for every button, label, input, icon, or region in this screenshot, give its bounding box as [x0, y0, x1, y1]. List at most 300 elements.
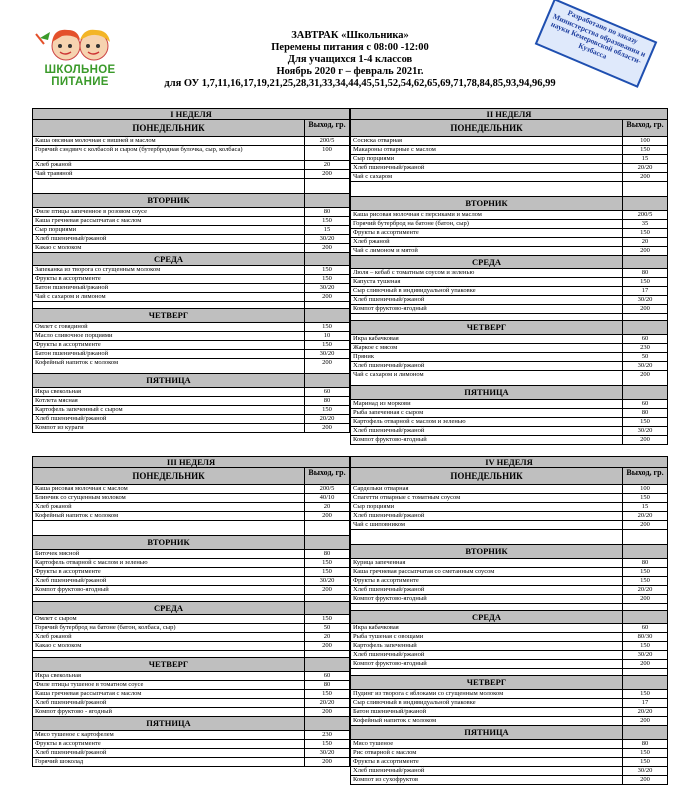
menu-row — [350, 436, 668, 445]
dish-name: Сосиска отварная — [351, 137, 623, 145]
menu-row — [350, 740, 668, 749]
dish-weight: 150 — [640, 494, 650, 501]
menu-row — [32, 323, 350, 332]
dish-name: Кофейный напиток с молоком — [33, 359, 305, 373]
spacer-row — [350, 530, 668, 545]
dish-weight: 150 — [322, 559, 332, 566]
spacer-row — [32, 521, 350, 536]
day-name: ПОНЕДЕЛЬНИК — [351, 120, 623, 136]
dish-weight: 80 — [323, 681, 331, 688]
menu-row — [32, 550, 350, 559]
menu-row — [350, 305, 668, 314]
menu-row — [32, 615, 350, 624]
day-header-qty-cell — [305, 374, 349, 387]
menu-row — [32, 146, 350, 161]
spacer-cell — [33, 651, 305, 657]
day-header-4 — [32, 309, 350, 323]
dish-weight: 150 — [640, 690, 650, 697]
dish-name: Картофель запеченный — [351, 642, 623, 650]
spacer-cell — [305, 651, 349, 657]
dish-weight: 30/20 — [637, 362, 653, 369]
spacer-row — [350, 314, 668, 321]
dish-name: Биточек мясной — [33, 550, 305, 558]
dish-name: Компот фруктово - ягодный — [33, 708, 305, 716]
day-header-qty-cell — [305, 309, 349, 322]
dish-name: Хлеб пшеничный/ржаной — [33, 415, 305, 423]
day-header-1 — [32, 119, 350, 137]
dish-name: Маринад из моркови — [351, 400, 623, 408]
dish-weight: 200 — [322, 424, 332, 431]
day-name: ПЯТНИЦА — [33, 374, 305, 387]
dish-name: Какао с молоком — [33, 244, 305, 252]
menu-row — [350, 287, 668, 296]
menu-row — [350, 708, 668, 717]
day-header-qty-cell — [305, 536, 349, 549]
dish-weight: 30/20 — [319, 749, 335, 756]
dish-weight: 20 — [323, 161, 331, 168]
dish-name: Каша овсяная молочная с вишней и маслом — [33, 137, 305, 145]
day-header-qty-cell — [305, 717, 349, 730]
menu-row — [32, 512, 350, 521]
dish-weight: 20 — [323, 503, 331, 510]
menu-row — [350, 633, 668, 642]
dish-name: Компот фруктово-ягодный — [351, 660, 623, 668]
menu-row — [350, 427, 668, 436]
day-header-qty-cell — [305, 658, 349, 671]
dish-name: Чай с шиповником — [351, 521, 623, 529]
day-name: ПОНЕДЕЛЬНИК — [33, 120, 305, 136]
dish-weight: 40/10 — [319, 494, 335, 501]
qty-column-header: Выход, гр. — [626, 468, 664, 477]
menu-row — [32, 749, 350, 758]
dish-name: Компот из сухофруктов — [351, 776, 623, 784]
dish-weight: 200/5 — [319, 137, 335, 144]
day-header-qty-cell — [623, 726, 667, 739]
dish-name: Сардельки отварная — [351, 485, 623, 493]
dish-name: Хлеб пшеничный/ржаной — [351, 296, 623, 304]
dish-name: Рыба запеченная с сыром — [351, 409, 623, 417]
menu-row — [350, 220, 668, 229]
dish-weight: 150 — [640, 568, 650, 575]
week-4-column — [350, 456, 668, 785]
dish-weight: 200 — [640, 305, 650, 312]
dish-weight: 17 — [641, 287, 649, 294]
dish-weight: 200 — [322, 359, 332, 366]
page-title: ЗАВТРАК «Школьника» — [291, 30, 409, 41]
menu-row — [350, 335, 668, 344]
menu-row — [350, 749, 668, 758]
dish-weight: 80 — [641, 740, 649, 747]
dish-name: Сыр сливочный в индивидуальной упаковке — [351, 699, 623, 707]
dish-name: Фрукты в ассортименте — [33, 740, 305, 748]
dish-weight: 150 — [322, 615, 332, 622]
dish-name: Каша гречневая рассыпчатая с маслом — [33, 217, 305, 225]
day-name: ПЯТНИЦА — [351, 386, 623, 399]
day-header-qty-cell — [623, 321, 667, 334]
day-header-3 — [32, 602, 350, 615]
dish-weight: 80 — [323, 397, 331, 404]
menu-row — [32, 244, 350, 253]
dish-name: Хлеб пшеничный/ржаной — [351, 427, 623, 435]
dish-weight: 200 — [640, 595, 650, 602]
menu-row — [350, 238, 668, 247]
menu-row — [350, 353, 668, 362]
dish-weight: 30/20 — [637, 427, 653, 434]
qty-column-header: Выход, гр. — [308, 468, 346, 477]
menu-row — [32, 624, 350, 633]
menu-row — [350, 568, 668, 577]
dish-weight: 200 — [640, 436, 650, 443]
menu-row — [32, 672, 350, 681]
menu-row — [32, 699, 350, 708]
period-text: Ноябрь 2020 г – февраль 2021г. — [276, 66, 424, 77]
menu-row — [350, 512, 668, 521]
dish-name: Чай с лимоном и мятой — [351, 247, 623, 255]
spacer-cell — [623, 530, 667, 544]
menu-row — [32, 397, 350, 406]
dish-name: Икра свекольная — [33, 672, 305, 680]
dish-name: Фрукты в ассортименте — [33, 275, 305, 283]
menu-row — [350, 660, 668, 669]
dish-name: Блинчик со сгущенным молоком — [33, 494, 305, 502]
menu-row — [350, 400, 668, 409]
dish-name: Люля – кебаб с томатным соусом и зеленью — [351, 269, 623, 277]
dish-weight: 17 — [641, 699, 649, 706]
menu-row — [32, 559, 350, 568]
day-header-5 — [32, 374, 350, 388]
day-header-5 — [32, 717, 350, 731]
week-title: IV НЕДЕЛЯ — [350, 456, 668, 467]
logo-line-2: ПИТАНИЕ — [51, 76, 109, 88]
day-name: СРЕДА — [33, 253, 305, 265]
dish-name: Котлета мясная — [33, 397, 305, 405]
dish-name: Батон пшеничный/ржаной — [33, 284, 305, 292]
day-name: ВТОРНИК — [33, 536, 305, 549]
day-header-4 — [32, 658, 350, 672]
dish-weight: 30/20 — [319, 577, 335, 584]
menu-row — [32, 586, 350, 595]
week-3-column — [32, 456, 350, 767]
dish-weight: 80 — [641, 269, 649, 276]
spacer-cell — [351, 182, 623, 196]
spacer-cell — [305, 179, 349, 193]
dish-name: Кофейный напиток с молоком — [33, 512, 305, 520]
menu-row — [32, 161, 350, 170]
dish-weight: 150 — [322, 323, 332, 330]
dish-weight: 150 — [640, 418, 650, 425]
dish-weight: 230 — [322, 731, 332, 738]
dish-name: Мясо тушеное — [351, 740, 623, 748]
spacer-cell — [33, 595, 305, 601]
dish-name: Филе птицы тушеное в томатном соусе — [33, 681, 305, 689]
menu-row — [350, 494, 668, 503]
menu-row — [350, 767, 668, 776]
day-name: ЧЕТВЕРГ — [33, 658, 305, 671]
dish-name: Икра кабачковая — [351, 335, 623, 343]
dish-weight: 60 — [641, 624, 649, 631]
students-text: Для учащихся 1-4 классов — [287, 54, 413, 65]
menu-row — [32, 731, 350, 740]
dish-weight: 150 — [322, 568, 332, 575]
menu-row — [350, 521, 668, 530]
day-header-2 — [350, 545, 668, 559]
day-name: ВТОРНИК — [351, 197, 623, 210]
dish-name: Хлеб пшеничный/ржаной — [351, 512, 623, 520]
dish-weight: 50 — [641, 353, 649, 360]
day-header-2 — [350, 197, 668, 211]
menu-row — [32, 208, 350, 217]
children-figures-icon — [36, 30, 110, 60]
dish-weight: 150 — [322, 341, 332, 348]
dish-weight: 30/20 — [637, 651, 653, 658]
menu-row — [32, 577, 350, 586]
menu-row — [350, 211, 668, 220]
day-header-qty-cell — [623, 545, 667, 558]
menu-row — [350, 651, 668, 660]
dish-weight: 200 — [640, 660, 650, 667]
dish-weight: 60 — [641, 335, 649, 342]
dish-name: Хлеб ржаной — [33, 503, 305, 511]
dish-name: Какао с молоком — [33, 642, 305, 650]
dish-weight: 60 — [641, 400, 649, 407]
dish-name: Чай травяной — [33, 170, 305, 178]
menu-row — [32, 266, 350, 275]
dish-name: Чай с сахаром и лимоном — [351, 371, 623, 385]
menu-row — [32, 740, 350, 749]
dish-weight: 80 — [641, 559, 649, 566]
day-name: ПОНЕДЕЛЬНИК — [351, 468, 623, 484]
qty-column-header: Выход, гр. — [308, 120, 346, 129]
dish-name: Картофель отварной с маслом и зеленью — [351, 418, 623, 426]
spacer-cell — [351, 314, 623, 320]
dish-name: Хлеб пшеничный/ржаной — [351, 586, 623, 594]
dish-name: Рис отварной с маслом — [351, 749, 623, 757]
dish-name: Мясо тушеное с картофелем — [33, 731, 305, 739]
menu-row — [350, 137, 668, 146]
menu-row — [32, 642, 350, 651]
menu-row — [32, 284, 350, 293]
menu-row — [350, 503, 668, 512]
dish-weight: 30/20 — [319, 284, 335, 291]
dish-weight: 150 — [322, 266, 332, 273]
spacer-cell — [351, 604, 623, 610]
dish-weight: 200 — [322, 293, 332, 300]
dish-name: Фрукты в ассортименте — [351, 229, 623, 237]
day-header-4 — [350, 676, 668, 690]
day-name: ЧЕТВЕРГ — [351, 676, 623, 689]
menu-row — [350, 155, 668, 164]
dish-weight: 200 — [640, 371, 650, 378]
dish-weight: 80 — [323, 208, 331, 215]
spacer-row — [350, 604, 668, 611]
menu-row — [350, 690, 668, 699]
dish-weight: 60 — [323, 388, 331, 395]
spacer-row — [32, 595, 350, 602]
dish-name: Компот фруктово-ягодный — [351, 436, 623, 444]
menu-row — [32, 332, 350, 341]
dish-weight: 80 — [323, 550, 331, 557]
day-header-2 — [32, 536, 350, 550]
spacer-cell — [623, 669, 667, 675]
menu-row — [32, 388, 350, 397]
spacer-cell — [305, 595, 349, 601]
dish-name: Хлеб пшеничный/ржаной — [351, 651, 623, 659]
dish-weight: 80/30 — [637, 633, 653, 640]
dish-weight: 200 — [322, 244, 332, 251]
menu-row — [32, 633, 350, 642]
menu-row — [32, 681, 350, 690]
spacer-row — [350, 669, 668, 676]
dish-weight: 200 — [322, 758, 332, 765]
menu-row — [350, 344, 668, 353]
dish-name: Пудинг из творога с яблоками со сгущенным молоком — [351, 690, 623, 698]
dish-name: Хлеб пшеничный/ржаной — [33, 749, 305, 757]
dish-name: Пряник — [351, 353, 623, 361]
menu-row — [350, 146, 668, 155]
dish-name: Масло сливочное порциями — [33, 332, 305, 340]
dish-weight: 150 — [640, 577, 650, 584]
dish-name: Филе птицы запеченное в розовом соусе — [33, 208, 305, 216]
breaks-text: Перемены питания с 08:00 -12:00 — [271, 42, 429, 53]
dish-name: Омлет с говядиной — [33, 323, 305, 331]
dish-name: Каша гречневая рассыпчатая с маслом — [33, 690, 305, 698]
menu-row — [32, 690, 350, 699]
day-header-qty-cell — [305, 253, 349, 265]
dish-weight: 200 — [640, 521, 650, 528]
dish-name: Батон пшеничный/ржаной — [351, 708, 623, 716]
dish-name: Чай с сахаром — [351, 173, 623, 181]
spacer-cell — [623, 604, 667, 610]
spacer-cell — [33, 179, 305, 193]
week-2-column — [350, 108, 668, 445]
menu-row — [32, 293, 350, 302]
menu-row — [32, 485, 350, 494]
spacer-row — [32, 302, 350, 309]
dish-weight: 150 — [640, 229, 650, 236]
dish-name: Хлеб пшеничный/ржаной — [351, 767, 623, 775]
day-name: ЧЕТВЕРГ — [33, 309, 305, 322]
dish-weight: 15 — [641, 155, 649, 162]
dish-weight: 200/5 — [319, 485, 335, 492]
day-name: ПОНЕДЕЛЬНИК — [33, 468, 305, 484]
menu-row — [32, 424, 350, 433]
dish-weight: 200 — [640, 173, 650, 180]
dish-name: Хлеб ржаной — [33, 161, 305, 169]
dish-name: Хлеб ржаной — [351, 238, 623, 246]
spacer-row — [350, 182, 668, 197]
dish-name: Горячий бутерброд на батоне (батон, сыр) — [351, 220, 623, 228]
dish-name: Батон пшеничный/ржаной — [33, 350, 305, 358]
qty-column-header: Выход, гр. — [626, 120, 664, 129]
menu-row — [32, 359, 350, 374]
dish-name: Чай с сахаром и лимоном — [33, 293, 305, 301]
day-name: ПЯТНИЦА — [351, 726, 623, 739]
menu-row — [32, 275, 350, 284]
menu-row — [350, 642, 668, 651]
menu-row — [32, 415, 350, 424]
schools-text: для ОУ 1,7,11,16,17,19,21,25,28,31,33,34,44,45,51,52,54,62,65,69,71,78,84,85,93,94,96,99 — [164, 78, 556, 89]
dish-weight: 100 — [640, 137, 650, 144]
dish-weight: 150 — [322, 275, 332, 282]
dish-weight: 150 — [322, 690, 332, 697]
dish-weight: 150 — [640, 758, 650, 765]
dish-weight: 50 — [323, 624, 331, 631]
dish-name: Горячий сэндвич с колбасой и сыром (бутербродная булочка, сыр, колбаса) — [33, 146, 305, 160]
dish-name: Хлеб пшеничный/ржаной — [33, 699, 305, 707]
dish-name: Запеканка из творога со сгущенным молоком — [33, 266, 305, 274]
dish-weight: 20/20 — [637, 164, 653, 171]
dish-weight: 20/20 — [637, 708, 653, 715]
dish-weight: 200 — [322, 512, 332, 519]
menu-row — [350, 624, 668, 633]
day-name: СРЕДА — [33, 602, 305, 614]
dish-weight: 15 — [323, 226, 331, 233]
dish-weight: 15 — [641, 503, 649, 510]
dish-name: Хлеб пшеничный/ржаной — [33, 577, 305, 585]
menu-row — [350, 586, 668, 595]
menu-row — [350, 577, 668, 586]
menu-row — [350, 229, 668, 238]
day-header-5 — [350, 386, 668, 400]
dish-name: Каша рисовая молочная с маслом — [33, 485, 305, 493]
dish-weight: 30/20 — [319, 235, 335, 242]
menu-row — [350, 559, 668, 568]
dish-name: Фрукты в ассортименте — [351, 758, 623, 766]
dish-name: Горячий бутерброд на батоне (батон, колбаса, сыр) — [33, 624, 305, 632]
menu-row — [32, 503, 350, 512]
week-title: III НЕДЕЛЯ — [32, 456, 350, 467]
menu-row — [350, 247, 668, 256]
dish-weight: 10 — [323, 332, 331, 339]
dish-weight: 230 — [640, 344, 650, 351]
dish-name: Хлеб пшеничный/ржаной — [351, 362, 623, 370]
menu-row — [32, 341, 350, 350]
dish-weight: 20/20 — [319, 699, 335, 706]
dish-weight: 60 — [323, 672, 331, 679]
spacer-cell — [33, 302, 305, 308]
dish-weight: 150 — [322, 406, 332, 413]
day-name: ВТОРНИК — [33, 194, 305, 207]
dish-name: Картофель запеченный с сыром — [33, 406, 305, 414]
day-header-qty-cell — [305, 194, 349, 207]
dish-weight: 150 — [322, 740, 332, 747]
day-header-qty-cell — [623, 386, 667, 399]
menu-row — [350, 269, 668, 278]
menu-row — [32, 568, 350, 577]
menu-row — [350, 758, 668, 767]
dish-name: Капуста тушеная — [351, 278, 623, 286]
dish-weight: 35 — [641, 220, 649, 227]
dish-name: Икра свекольная — [33, 388, 305, 396]
dish-name: Картофель отварной с маслом и зеленью — [33, 559, 305, 567]
dish-weight: 150 — [640, 642, 650, 649]
spacer-cell — [351, 530, 623, 544]
menu-row — [32, 758, 350, 767]
dish-weight: 200 — [322, 642, 332, 649]
dish-name: Рыба тушеная с овощами — [351, 633, 623, 641]
week-1-column — [32, 108, 350, 433]
dish-name: Каша рисовая молочная с персиками и маслом — [351, 211, 623, 219]
dish-weight: 20/20 — [637, 512, 653, 519]
ministry-stamp: Разработано по заказу Министерства образования и науки Кемеровской области-Кузбасса — [535, 0, 658, 88]
week-title: II НЕДЕЛЯ — [350, 108, 668, 119]
day-header-qty-cell — [305, 602, 349, 614]
dish-weight: 80 — [641, 409, 649, 416]
dish-name: Сыр порциями — [33, 226, 305, 234]
dish-name: Фрукты в ассортименте — [33, 568, 305, 576]
day-header-2 — [32, 194, 350, 208]
day-header-4 — [350, 321, 668, 335]
